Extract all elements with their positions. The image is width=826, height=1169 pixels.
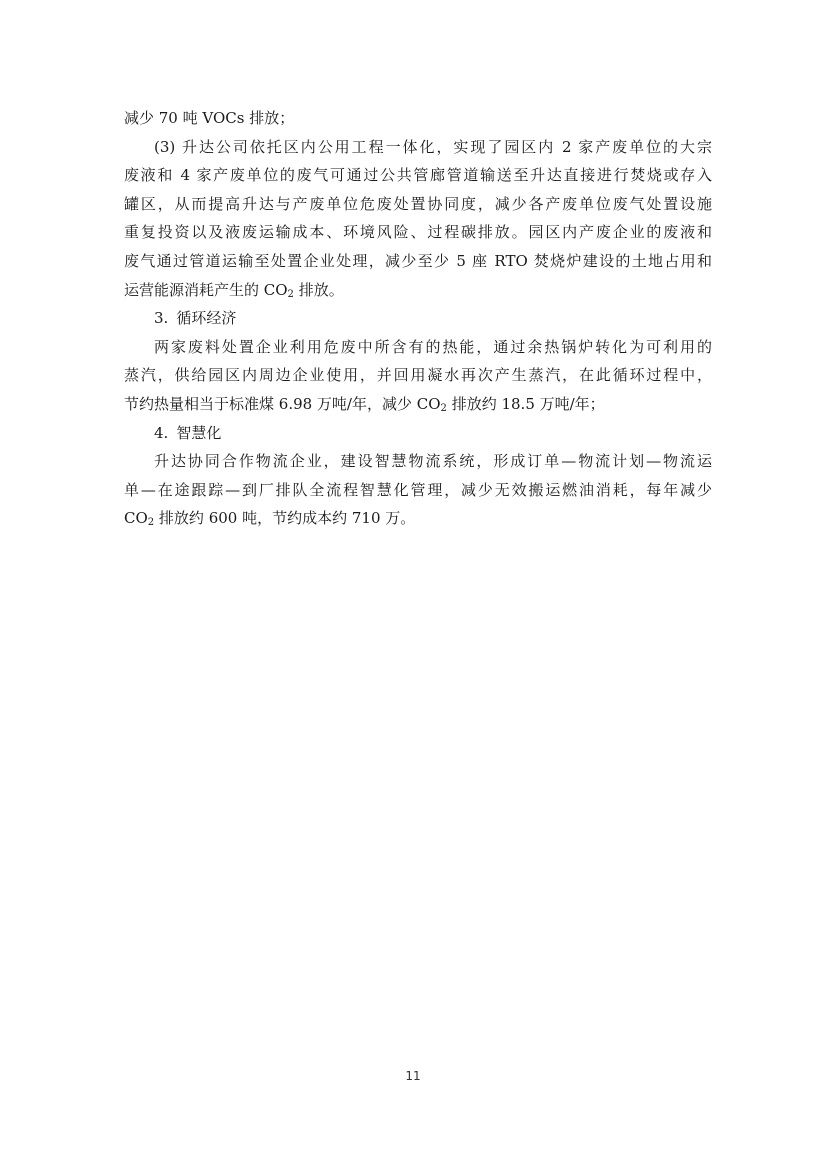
text-run: 节约热量相当于标准煤 6.98 万吨/年，减少 CO (124, 394, 441, 413)
section-title: 智慧化 (176, 423, 222, 442)
section-title: 循环经济 (176, 309, 237, 328)
paragraph-line (124, 504, 712, 533)
paragraph-line: 废液和 4 家产废单位的废气可通过公共管廊管道输送至升达直接进行焚烧或存入 (124, 166, 712, 185)
document-body (124, 104, 712, 533)
paragraph-line (124, 390, 712, 419)
paragraph-line: 罐区，从而提高升达与产废单位危废处置协同度，减少各产废单位废气处置设施 (124, 194, 712, 213)
paragraph-line (124, 276, 712, 305)
paragraph-line: (3) 升达公司依托区内公用工程一体化，实现了园区内 2 家产废单位的大宗 (154, 137, 712, 156)
paragraph-line: 蒸汽，供给园区内周边企业使用，并回用凝水再次产生蒸汽，在此循环过程中， (124, 366, 712, 385)
subscript: 2 (287, 288, 294, 300)
paragraph-line: 升达协同合作物流企业，建设智慧物流系统，形成订单—物流计划—物流运 (154, 452, 712, 471)
section-number: 4. (154, 423, 169, 442)
text-run: 排放约 600 吨，节约成本约 710 万。 (154, 509, 416, 528)
paragraph-line: 单—在途跟踪—到厂排队全流程智慧化管理，减少无效搬运燃油消耗，每年减少 (124, 480, 712, 499)
section-heading (124, 419, 712, 448)
page-number: 11 (405, 1069, 421, 1083)
section-heading (124, 304, 712, 333)
paragraph-line: 两家废料处置企业利用危废中所含有的热能，通过余热锅炉转化为可利用的 (154, 337, 712, 356)
text-run: 运营能源消耗产生的 CO (124, 280, 288, 299)
paragraph-line: 废气通过管道运输至处置企业处理，减少至少 5 座 RTO 焚烧炉建设的土地占用和 (124, 251, 712, 270)
text-run: 排放约 18.5 万吨/年； (446, 394, 605, 413)
paragraph-line: 减少 70 吨 VOCs 排放； (124, 109, 295, 127)
paragraph-line: 重复投资以及液废运输成本、环境风险、过程碳排放。园区内产废企业的废液和 (124, 223, 712, 242)
text-run: CO (124, 509, 148, 528)
section-number: 3. (154, 309, 169, 328)
subscript: 2 (147, 517, 155, 529)
subscript: 2 (440, 402, 447, 414)
text-run: 排放。 (293, 280, 344, 299)
